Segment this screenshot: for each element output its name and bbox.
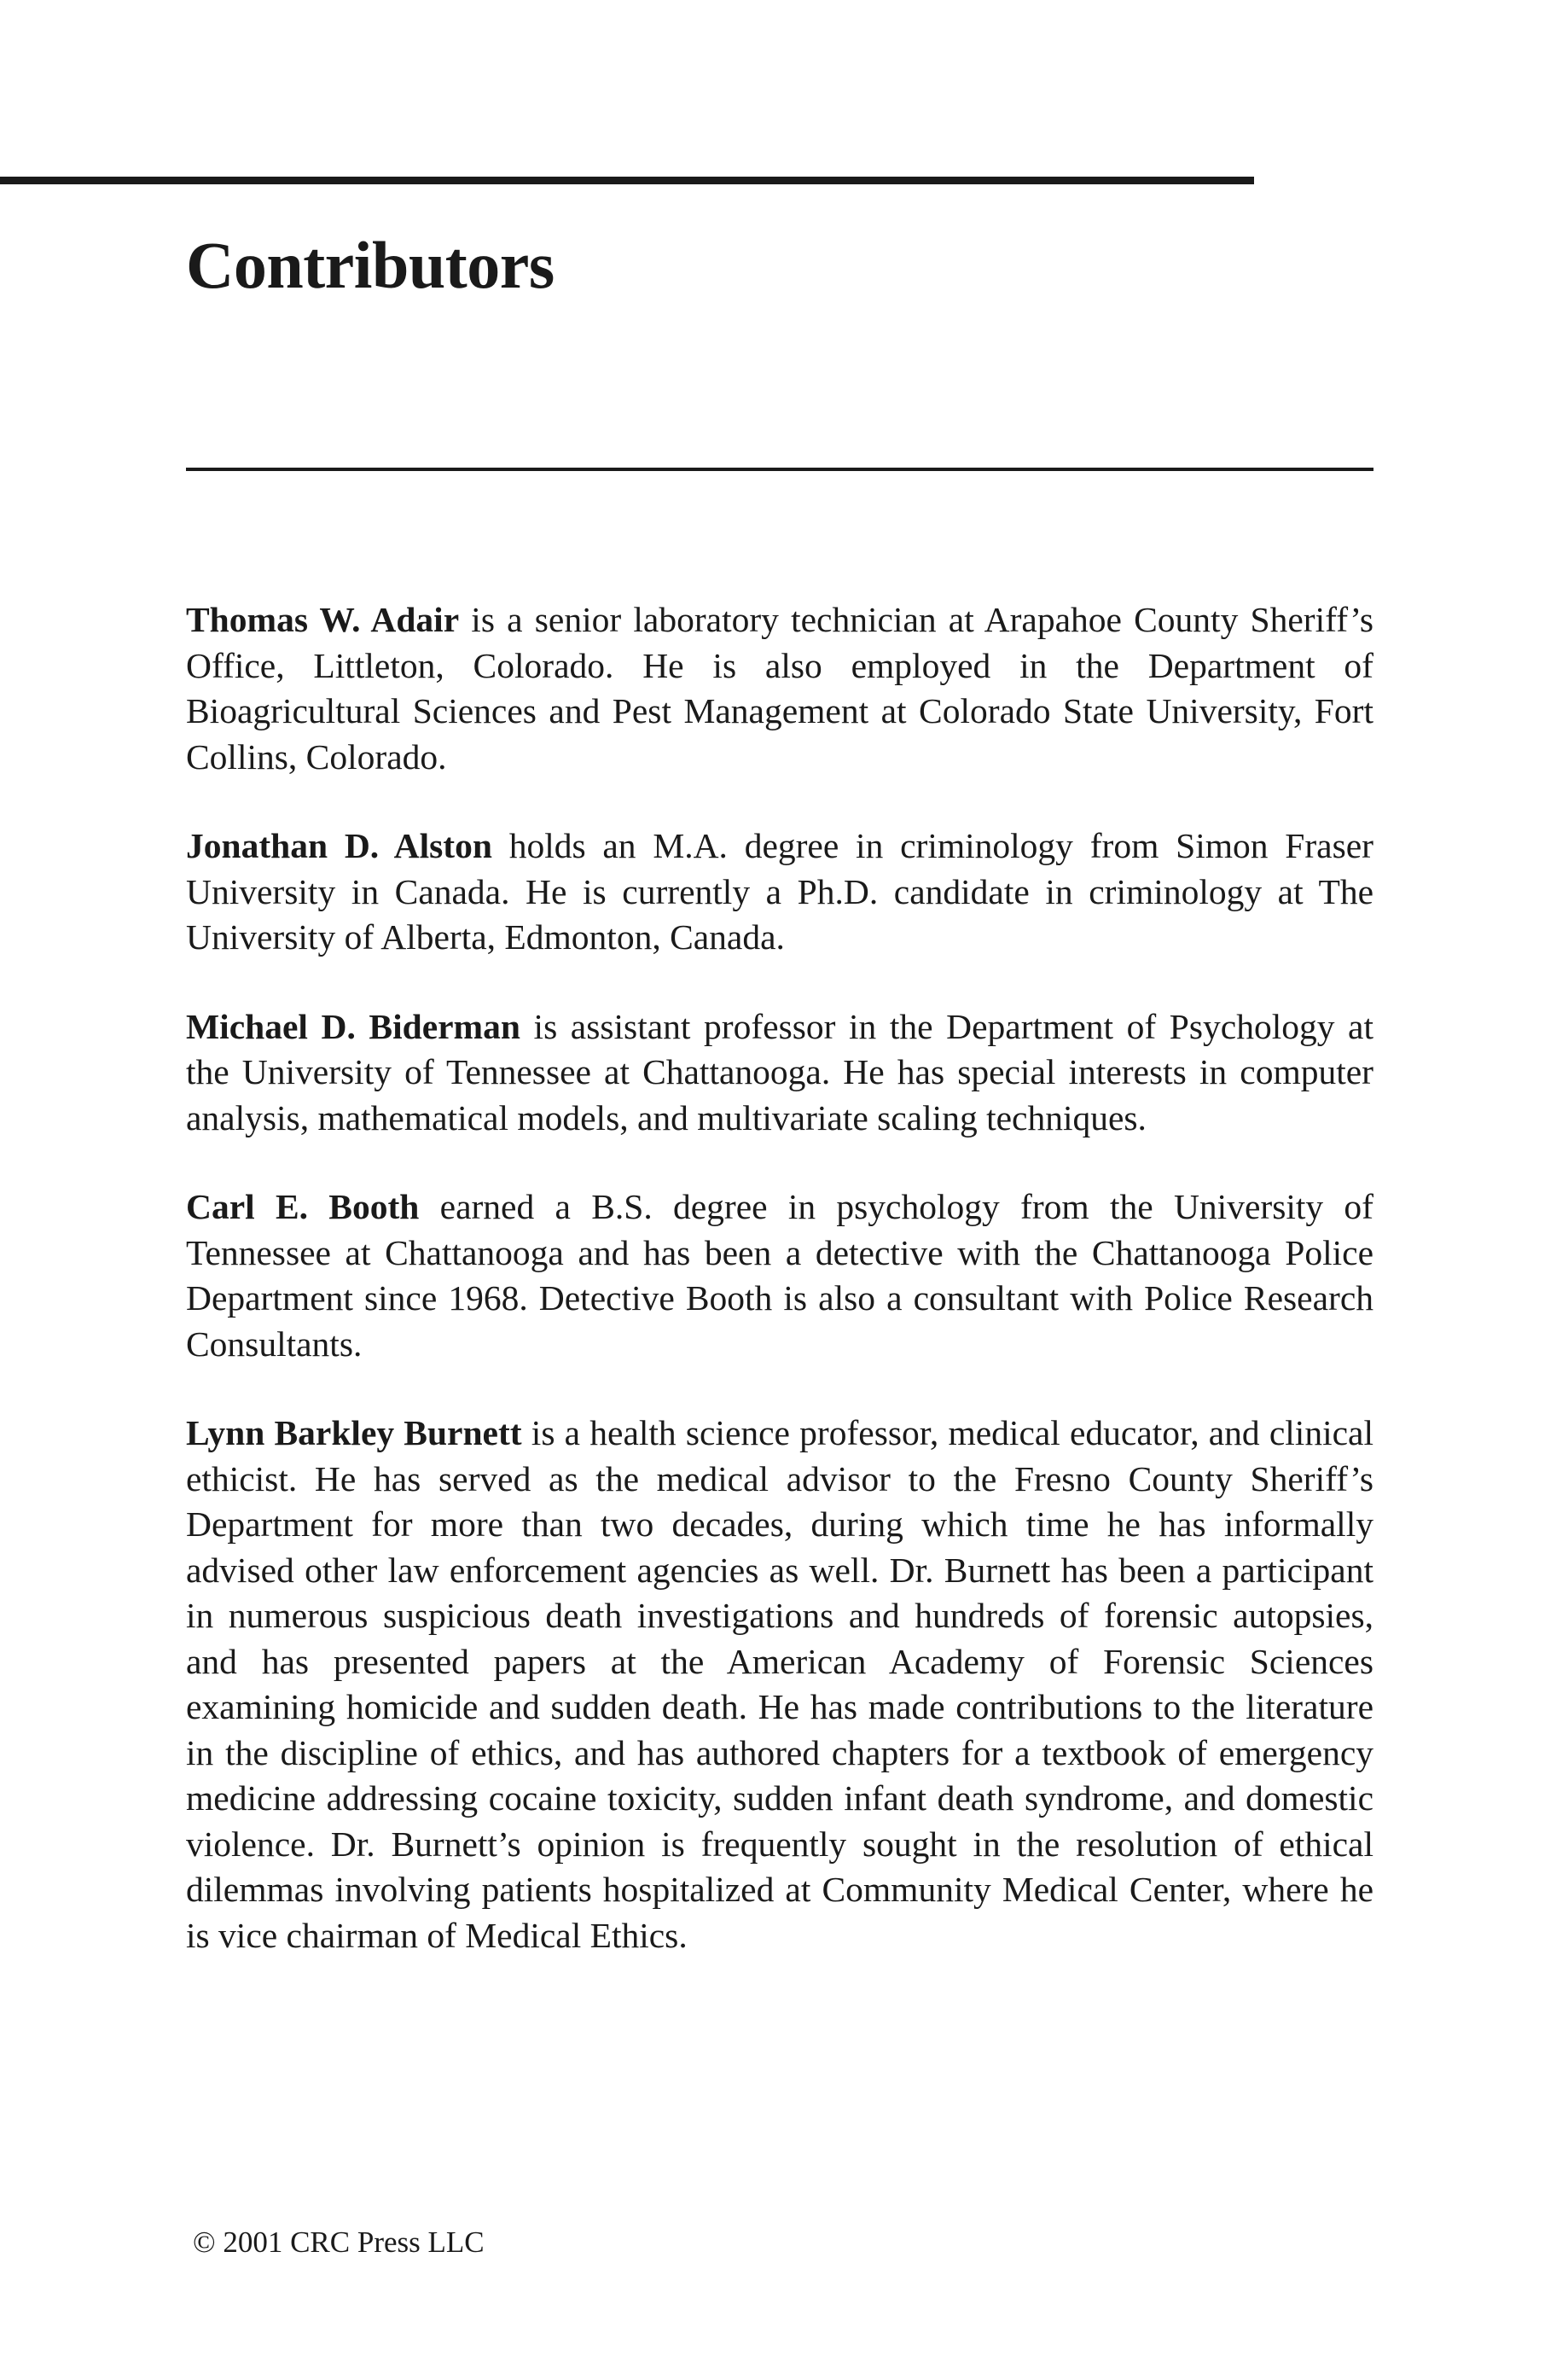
contributor-bio: holds an M.A. degree in criminology from Simon Fraser University in Canada. He is currently a Ph.D. candidate in criminology at The University of Alberta, Edmonton, Canada. <box>186 826 1373 957</box>
contributor-bio: earned a B.S. degree in psychology from the University of Tennessee at Chattanooga and has been a detective with the Chattanooga Police Department since 1968. Detective Booth is also a consultant with Police Research Consultants. <box>186 1187 1374 1364</box>
page-title: Contributors <box>186 228 555 302</box>
title-divider <box>186 468 1373 471</box>
contributor-bio: is assistant professor in the Department of Psychology at the University of Tennessee at Chattanooga. He has special interests in computer analysis, mathematical models, and multivariate scaling techniques. <box>186 1006 1374 1137</box>
contributor-name: Thomas W. Adair <box>186 600 460 639</box>
contributor-list <box>186 597 1373 2002</box>
contributor-bio: is a health science professor, medical educator, and clinical ethicist. He has served as the medical advisor to the Fresno County Sheriff’s Department for more than two decades, during which time he has informally advised other law enforcement agencies as well. Dr. Burnett has been a participant in numerous suspicious death investigations and hundreds of forensic autopsies, and has presented papers at the American Academy of Forensic Sciences examining homicide and sudden death. He has made contributions to the literature in the discipline of ethics, and has authored chapters for a textbook of emergency medicine addressing cocaine toxicity, sudden infant death syndrome, and domestic violence. Dr. Burnett’s opinion is frequently sought in the resolution of ethical dilemmas involving patients hospitalized at Community Medical Center, where he is vice chairman of Medical Ethics. <box>186 1413 1373 1955</box>
contributor-name: Michael D. Biderman <box>186 1006 520 1046</box>
contributor-entry <box>186 1004 1373 1142</box>
contributor-entry <box>186 1184 1373 1367</box>
copyright-footer: © 2001 CRC Press LLC <box>193 2225 485 2259</box>
contributor-bio: is a senior laboratory technician at Arapahoe County Sheriff’s Office, Littleton, Colorado. He is also employed in the Department of Bioagricultural Sciences and Pest Management at Colorado State University, Fort Collins, Colorado. <box>186 600 1373 777</box>
contributor-name: Lynn Barkley Burnett <box>186 1413 522 1452</box>
contributor-entry <box>186 1411 1373 1958</box>
top-rule <box>0 177 1254 184</box>
contributor-name: Carl E. Booth <box>186 1187 420 1226</box>
contributor-name: Jonathan D. Alston <box>186 826 492 865</box>
contributor-entry <box>186 823 1373 961</box>
contributor-entry <box>186 597 1373 780</box>
